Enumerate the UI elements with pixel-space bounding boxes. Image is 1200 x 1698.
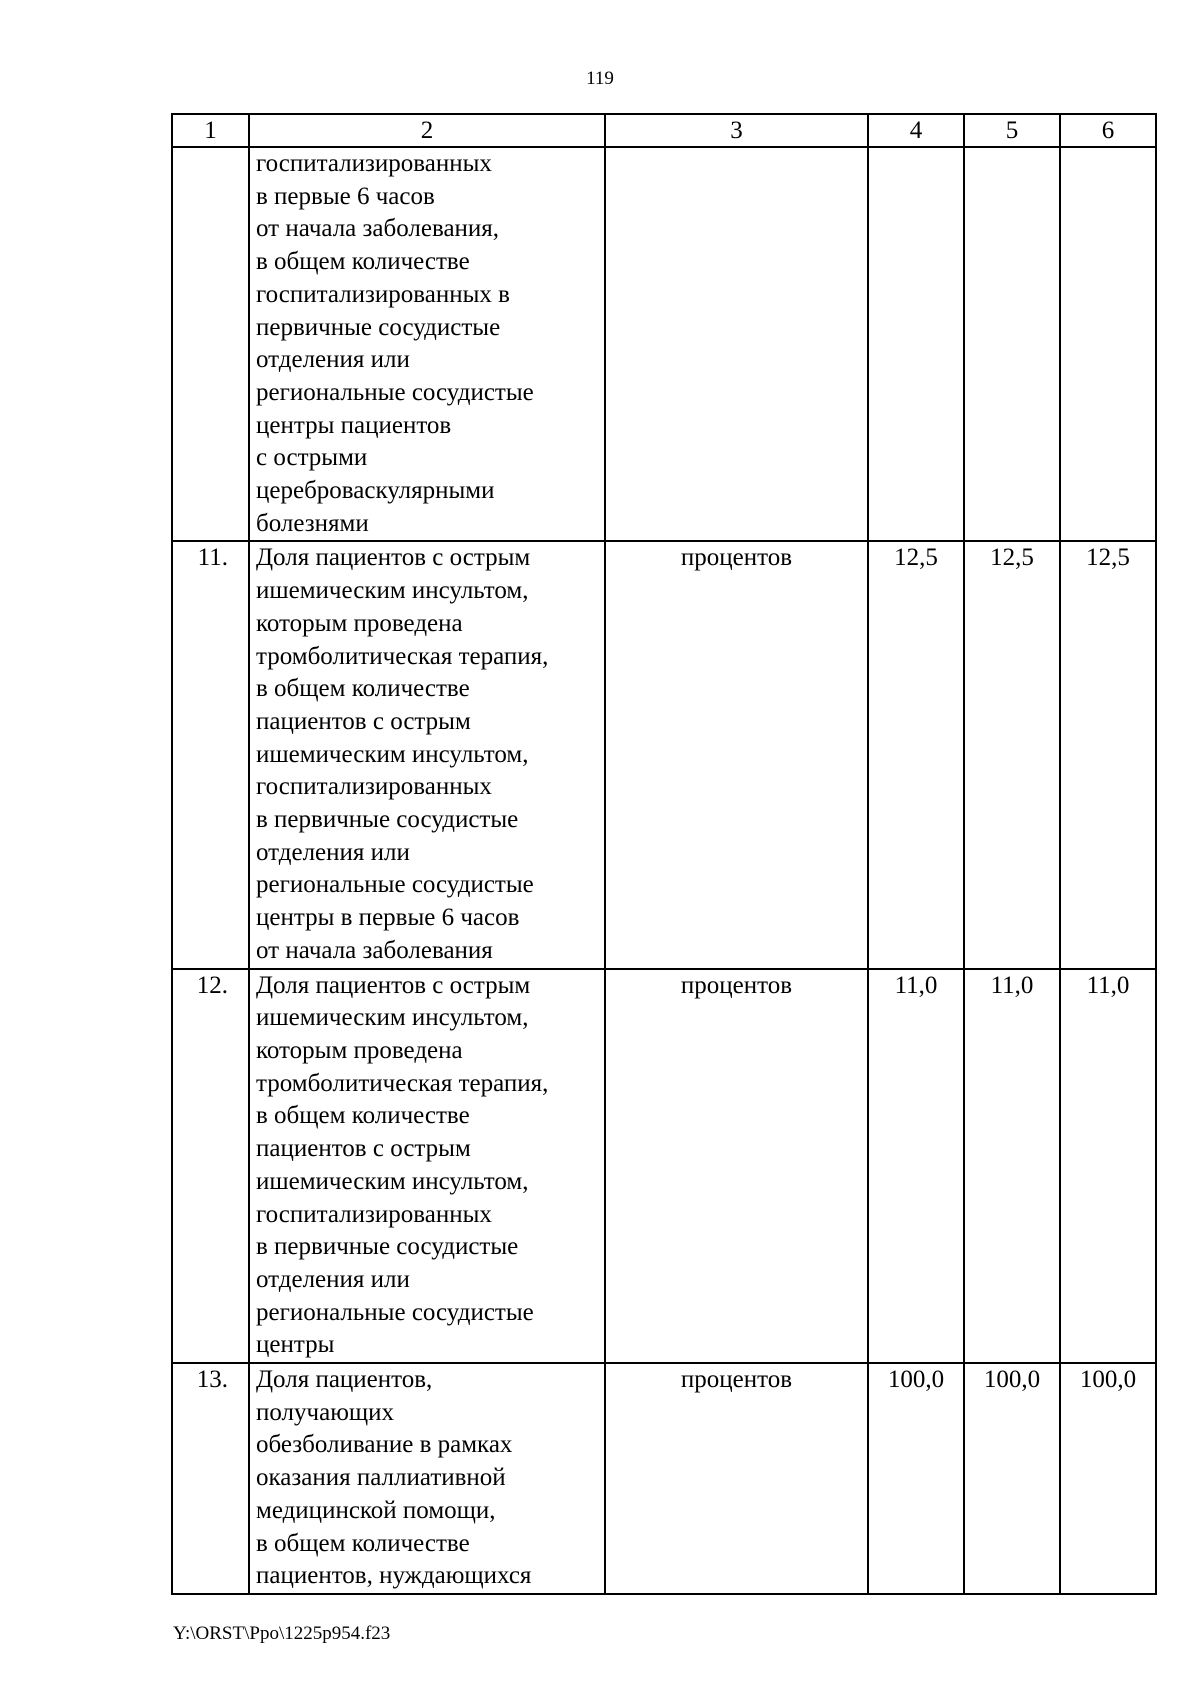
value-col-6: 12,5 (1060, 541, 1156, 968)
value-col-5 (964, 147, 1060, 541)
unit-cell: процентов (605, 541, 868, 968)
table-row (172, 1363, 1156, 1594)
table-header-row (172, 114, 1156, 147)
unit-cell: процентов (605, 1363, 868, 1594)
indicator-text: Доля пациентов, получающих обезболивание в рамках оказания паллиативной медицинской помощи, в общем количестве пациентов, нуждающихся (249, 1363, 605, 1594)
indicator-text: Доля пациентов с острым ишемическим инсультом, которым проведена тромболитическая терапия, в общем количестве пациентов с острым ишемическим инсультом, госпитализированных в первичные сосудистые отделения или региональные сосудистые центры в первые 6 часов от начала заболевания (249, 541, 605, 968)
value-col-6: 100,0 (1060, 1363, 1156, 1594)
value-col-4: 100,0 (868, 1363, 964, 1594)
value-col-5: 11,0 (964, 969, 1060, 1363)
row-number: 13. (172, 1363, 249, 1594)
value-col-5: 12,5 (964, 541, 1060, 968)
value-col-6: 11,0 (1060, 969, 1156, 1363)
row-number: 11. (172, 541, 249, 968)
page-number: 119 (586, 68, 614, 89)
table-row (172, 147, 1156, 541)
table-row (172, 969, 1156, 1363)
header-col-4: 4 (868, 114, 964, 147)
value-col-6 (1060, 147, 1156, 541)
table-row (172, 541, 1156, 968)
header-col-2: 2 (249, 114, 605, 147)
value-col-4: 12,5 (868, 541, 964, 968)
header-col-5: 5 (964, 114, 1060, 147)
header-col-6: 6 (1060, 114, 1156, 147)
footer-file-path: Y:\ORST\Ppo\1225p954.f23 (173, 1623, 391, 1644)
indicators-table (171, 113, 1157, 1595)
value-col-4 (868, 147, 964, 541)
row-number: 12. (172, 969, 249, 1363)
indicator-text: госпитализированных в первые 6 часов от начала заболевания, в общем количестве госпитализированных в первичные сосудистые отделения или региональные сосудистые центры пациентов с острыми цереброваскулярными болезнями (249, 147, 605, 541)
indicator-text: Доля пациентов с острым ишемическим инсультом, которым проведена тромболитическая терапия, в общем количестве пациентов с острым ишемическим инсультом, госпитализированных в первичные сосудистые отделения или региональные сосудистые центры (249, 969, 605, 1363)
value-col-5: 100,0 (964, 1363, 1060, 1594)
unit-cell (605, 147, 868, 541)
unit-cell: процентов (605, 969, 868, 1363)
header-col-3: 3 (605, 114, 868, 147)
row-number (172, 147, 249, 541)
value-col-4: 11,0 (868, 969, 964, 1363)
header-col-1: 1 (172, 114, 249, 147)
